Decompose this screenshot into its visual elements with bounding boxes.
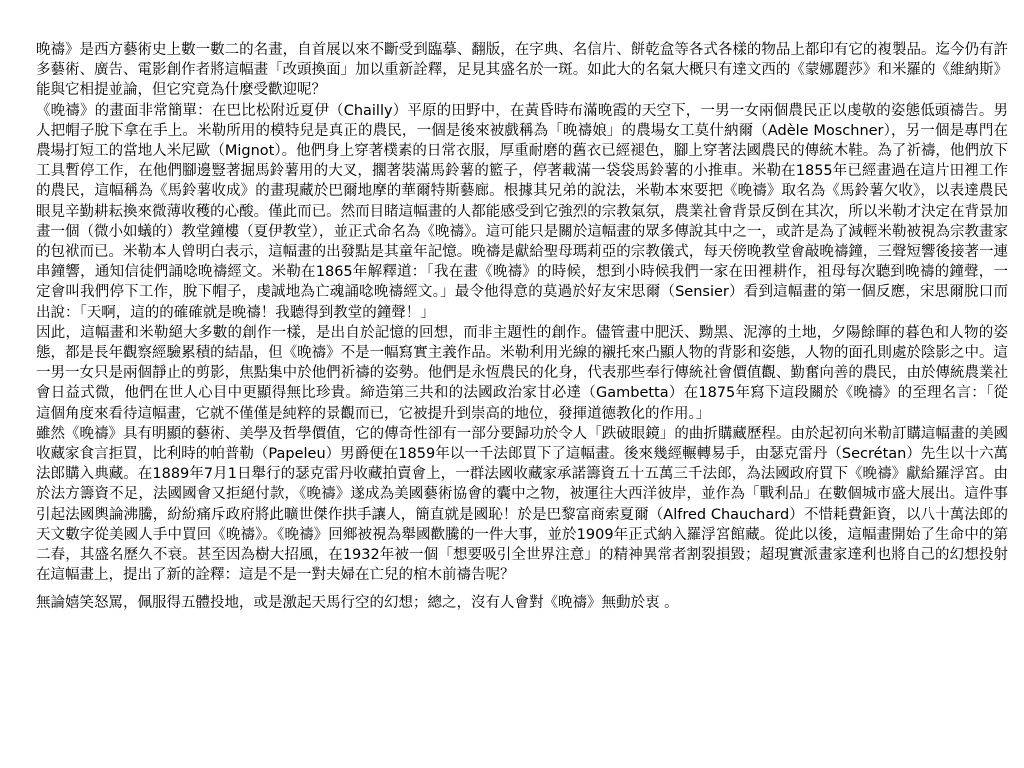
document-page xyxy=(36,40,1008,614)
article-body: 晚禱》是西方藝術史上數一數二的名畫，自首展以來不斷受到臨摹、翻版，在字典、名信片、餅乾盒等各式各樣的物品上都印有它的複製品。迄今仍有許多藝術、廣告、電影創作者將這幅畫「改頭換面」加以重新詮釋，足見其盛名於一斑。如此大的名氣大概只有達文西的《蒙娜麗莎》和米羅的《維納斯》能與它相提並論，但它究竟為什麼受歡迎呢？ 《晚禱》的畫面非常簡單：在巴比松附近夏伊（Chailly）平原的田野中，在黃昏時布滿晚霞的天空下，一男一女兩個農民正以虔敬的姿態低頭禱告。男人把帽子脫下拿在手上。米勒所用的模特兒是真正的農民，一個是後來被戲稱為「晚禱娘」的農場女工莫什納爾（Adèle Moschner），另一個是專門在農場打短工的當地人米尼歐（Mignot）。他們身上穿著樸素的日常衣服，厚重耐磨的舊衣已經褪色，腳上穿著法國農民的傳統木鞋。為了祈禱，他們放下工具暫停工作，在他們腳邊豎著掘馬鈴薯用的大叉，擱著裝滿馬鈴薯的籃子，停著載滿一袋袋馬鈴薯的小推車。米勒在1855年已經畫過在這片田裡工作的農民，這幅稱為《馬鈴薯收成》的畫現藏於巴爾地摩的華爾特斯藝廊。根據其兄弟的說法，米勒本來要把《晚禱》取名為《馬鈴薯欠收》，以表達農民眼見辛勤耕耘換來微薄收穫的心酸。僅此而已。然而目睹這幅畫的人都能感受到它強烈的宗教氣氛，農業社會背景反倒在其次，所以米勒才決定在背景加畫一個（微小如蟻的）教堂鐘樓（夏伊教堂），並正式命名為《晚禱》。這可能只是關於這幅畫的眾多傳說其中之一，或許是為了減輕米勒被視為宗教畫家的包袱而已。米勒本人曾明白表示，這幅畫的出發點是其童年記憶。晚禱是獻給聖母瑪莉亞的宗教儀式，每天傍晚教堂會敲晚禱鐘，三聲短響後接著一連串鐘響，通知信徒們誦唸晚禱經文。米勒在1865年解釋道：「我在畫《晚禱》的時候，想到小時候我們一家在田裡耕作，祖母每次聽到晚禱的鐘聲，一定會叫我們停下工作，脫下帽子，虔誠地為亡魂誦唸晚禱經文。」最令他得意的莫過於好友宋思爾（Sensier）看到這幅畫的第一個反應，宋思爾脫口而出說：「天啊，這的的確確就是晚禱！我聽得到教堂的鐘聲！」 因此，這幅畫和米勒絕大多數的創作一樣，是出自於記憶的回想，而非主題性的創作。儘管畫中肥沃、黝黑、泥濘的土地，夕陽餘暉的暮色和人物的姿態，都是長年觀察經驗累積的結晶，但《晚禱》不是一幅寫實主義作品。米勒利用光線的襯托來凸顯人物的背影和姿態，人物的面孔則處於陰影之中。這一男一女只是兩個靜止的剪影，焦點集中於他們祈禱的姿勢。他們是永恆農民的化身，代表那些奉行傳統社會價值觀、勤奮向善的農民，由於傳統農業社會日益式微，他們在世人心目中更顯得無比珍貴。締造第三共和的法國政治家甘必達（Gambetta）在1875年寫下這段關於《晚禱》的至理名言：「從這個角度來看待這幅畫，它就不僅僅是純粹的景觀而已，它被提升到崇高的地位，發揮道德教化的作用。」 雖然《晚禱》具有明顯的藝術、美學及哲學價值，它的傳奇性卻有一部分要歸功於令人「跌破眼鏡」的曲折購藏歷程。由於起初向米勒訂購這幅畫的美國收藏家食言拒買，比利時的帕普勒（Papeleu）男爵便在1859年以一千法郎買下了這幅畫。後來幾經輾轉易手，由瑟克雷丹（Secrétan）先生以十六萬法郎購入典藏。在1889年7月1日舉行的瑟克雷丹收藏拍賣會上，一群法國收藏家承諾籌資五十五萬三千法郎，為法國政府買下《晚禱》獻給羅浮宮。由於法方籌資不足，法國國會又拒絕付款，《晚禱》遂成為美國藝術協會的囊中之物，被運往大西洋彼岸，並作為「戰利品」在數個城市盛大展出。這件事引起法國輿論沸騰，紛紛痛斥政府將此曠世傑作拱手讓人，簡直就是國恥！於是巴黎富商索夏爾（Alfred Chauchard）不惜耗費鉅資，以八十萬法郎的天文數字從美國人手中買回《晚禱》。《晚禱》回鄉被視為舉國歡騰的一件大事，並於1909年正式納入羅浮宮館藏。從此以後，這幅畫開始了生命中的第二春，其盛名歷久不衰。甚至因為樹大招風，在1932年被一個「想要吸引全世界注意」的精神異常者割裂損毀；超現實派畫家達利也將自己的幻想投射在這幅畫上，提出了新的詮釋：這是不是一對夫婦在亡兒的棺木前禱告呢？ xyxy=(36,42,1008,584)
closing-paragraph: 無論嬉笑怒罵，佩服得五體投地，或是激起天馬行空的幻想；總之，沒有人會對《晚禱》無動於衷 。 xyxy=(36,595,679,612)
